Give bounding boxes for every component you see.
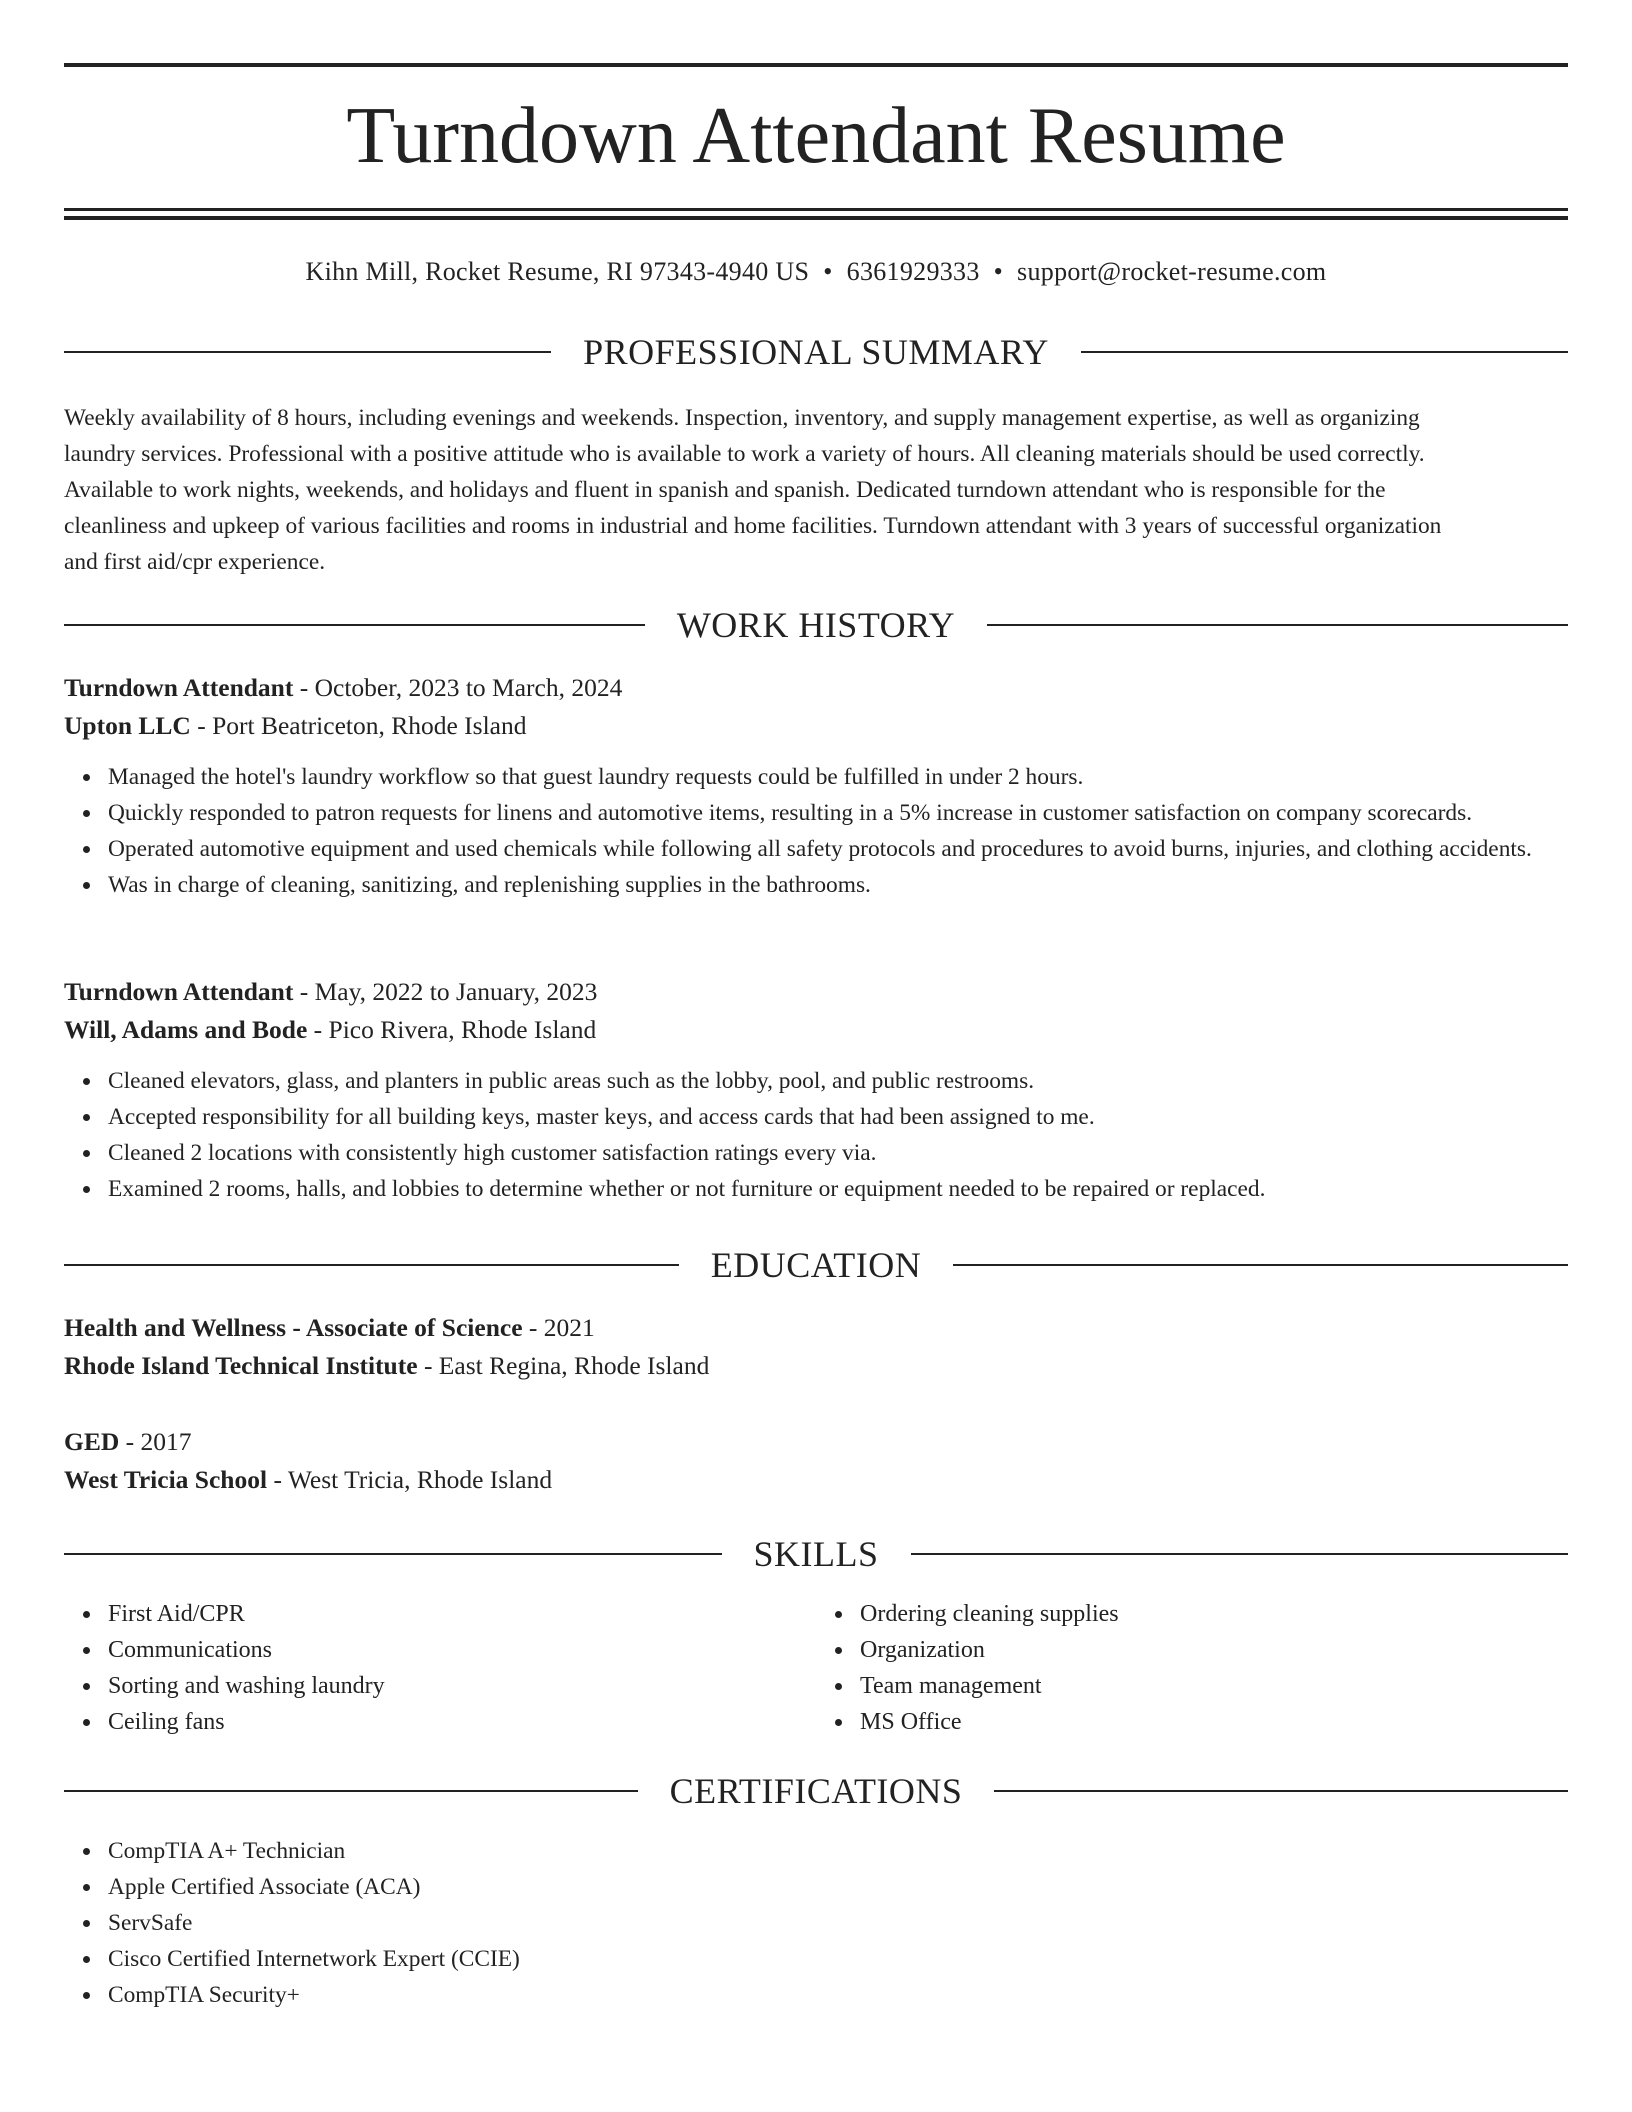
job-title-row — [64, 669, 1568, 707]
skills-list — [64, 1596, 1568, 1740]
summary-line: laundry services. Professional with a positive attitude who is available to work a variety of hours. All cleaning materials should be used correctly. — [64, 441, 1425, 467]
job-title: Turndown Attendant — [64, 977, 294, 1006]
job-dates: - October, 2023 to March, 2024 — [293, 673, 623, 702]
heading-rule — [64, 1264, 679, 1266]
section-title: EDUCATION — [710, 1245, 922, 1285]
job-company: Will, Adams and Bode — [64, 1015, 308, 1044]
list-item: Examined 2 rooms, halls, and lobbies to determine whether or not furniture or equipment needed to be repaired or replaced. — [108, 1171, 1568, 1207]
certifications-bullets — [64, 1833, 1568, 2013]
job-bullets — [64, 1063, 1568, 1207]
section-heading-skills — [64, 1532, 1568, 1576]
heading-rule — [64, 624, 645, 626]
job-title: Turndown Attendant — [64, 673, 294, 702]
list-item: Apple Certified Associate (ACA) — [108, 1869, 1568, 1905]
certifications-list — [64, 1833, 1568, 2013]
list-item: Cisco Certified Internetwork Expert (CCIE) — [108, 1941, 1568, 1977]
education-entry — [64, 1309, 1568, 1385]
list-item: CompTIA A+ Technician — [108, 1833, 1568, 1869]
list-item: Communications — [108, 1632, 816, 1668]
list-item: Team management — [860, 1668, 1568, 1704]
school: Rhode Island Technical Institute — [64, 1351, 418, 1380]
heading-rule — [64, 351, 551, 353]
job-location: - Port Beatriceton, Rhode Island — [190, 711, 527, 740]
degree-year: - 2017 — [119, 1427, 192, 1456]
school: West Tricia School — [64, 1465, 268, 1494]
summary-line: and first aid/cpr experience. — [64, 549, 326, 575]
section-title: PROFESSIONAL SUMMARY — [583, 332, 1049, 372]
list-item: Quickly responded to patron requests for linens and automotive items, resulting in a 5% increase in customer satisfaction on company scorecards. — [108, 795, 1568, 831]
list-item: Ceiling fans — [108, 1704, 816, 1740]
degree-year: - 2021 — [522, 1313, 595, 1342]
job-dates: - May, 2022 to January, 2023 — [293, 977, 598, 1006]
list-item: Sorting and washing laundry — [108, 1668, 816, 1704]
title-double-rule — [64, 208, 1568, 220]
summary-line: Weekly availability of 8 hours, including evenings and weekends. Inspection, inventory, and supply management expertise, as well as organizing — [64, 405, 1420, 431]
skills-column-left — [64, 1596, 816, 1740]
school-row — [64, 1461, 1568, 1499]
heading-rule — [1081, 351, 1568, 353]
contact-email: support@rocket-resume.com — [1017, 257, 1327, 286]
job-company-row — [64, 707, 1568, 745]
school-row — [64, 1347, 1568, 1385]
contact-phone: 6361929333 — [846, 257, 980, 286]
section-heading-education — [64, 1243, 1568, 1287]
contact-address: Kihn Mill, Rocket Resume, RI 97343-4940 US — [305, 257, 810, 286]
list-item: Was in charge of cleaning, sanitizing, and replenishing supplies in the bathrooms. — [108, 867, 1568, 903]
job-location: - Pico Rivera, Rhode Island — [307, 1015, 597, 1044]
school-location: - West Tricia, Rhode Island — [267, 1465, 553, 1494]
heading-rule — [994, 1790, 1568, 1792]
section-heading-summary — [64, 330, 1568, 374]
section-title: SKILLS — [753, 1534, 879, 1574]
section-heading-work — [64, 603, 1568, 647]
degree: GED — [64, 1427, 120, 1456]
contact-separator: • — [823, 257, 833, 286]
degree-row — [64, 1309, 1568, 1347]
summary-text — [64, 400, 1568, 580]
heading-rule — [953, 1264, 1568, 1266]
summary-line: cleanliness and upkeep of various facilities and rooms in industrial and home facilities. Turndown attendant with 3 years of successful organization — [64, 513, 1442, 539]
list-item: Organization — [860, 1632, 1568, 1668]
job-company-row — [64, 1011, 1568, 1049]
list-item: MS Office — [860, 1704, 1568, 1740]
section-heading-certifications — [64, 1769, 1568, 1813]
list-item: Operated automotive equipment and used chemicals while following all safety protocols and procedures to avoid burns, injuries, and clothing accidents. — [108, 831, 1568, 867]
school-location: - East Regina, Rhode Island — [417, 1351, 710, 1380]
job-entry — [64, 669, 1568, 903]
education-entry — [64, 1423, 1568, 1499]
heading-rule — [64, 1790, 638, 1792]
job-company: Upton LLC — [64, 711, 191, 740]
job-entry — [64, 973, 1568, 1207]
job-title-row — [64, 973, 1568, 1011]
section-title: WORK HISTORY — [676, 605, 956, 645]
degree-row — [64, 1423, 1568, 1461]
heading-rule — [987, 624, 1568, 626]
contact-separator: • — [993, 257, 1004, 286]
list-item: Accepted responsibility for all building keys, master keys, and access cards that had been assigned to me. — [108, 1099, 1568, 1135]
top-rule — [64, 63, 1568, 67]
degree: Health and Wellness - Associate of Science — [64, 1313, 523, 1342]
list-item: Managed the hotel's laundry workflow so that guest laundry requests could be fulfilled in under 2 hours. — [108, 759, 1568, 795]
skills-column-right — [816, 1596, 1568, 1740]
summary-line: Available to work nights, weekends, and holidays and fluent in spanish and spanish. Dedicated turndown attendant who is responsible for the — [64, 477, 1386, 503]
list-item: CompTIA Security+ — [108, 1977, 1568, 2013]
list-item: Cleaned 2 locations with consistently high customer satisfaction ratings every via. — [108, 1135, 1568, 1171]
heading-rule — [911, 1553, 1569, 1555]
list-item: ServSafe — [108, 1905, 1568, 1941]
section-title: CERTIFICATIONS — [669, 1771, 963, 1811]
list-item: Cleaned elevators, glass, and planters in public areas such as the lobby, pool, and public restrooms. — [108, 1063, 1568, 1099]
job-bullets — [64, 759, 1568, 903]
resume-title: Turndown Attendant Resume — [346, 92, 1286, 180]
list-item: Ordering cleaning supplies — [860, 1596, 1568, 1632]
heading-rule — [64, 1553, 722, 1555]
list-item: First Aid/CPR — [108, 1596, 816, 1632]
contact-line — [64, 254, 1568, 290]
